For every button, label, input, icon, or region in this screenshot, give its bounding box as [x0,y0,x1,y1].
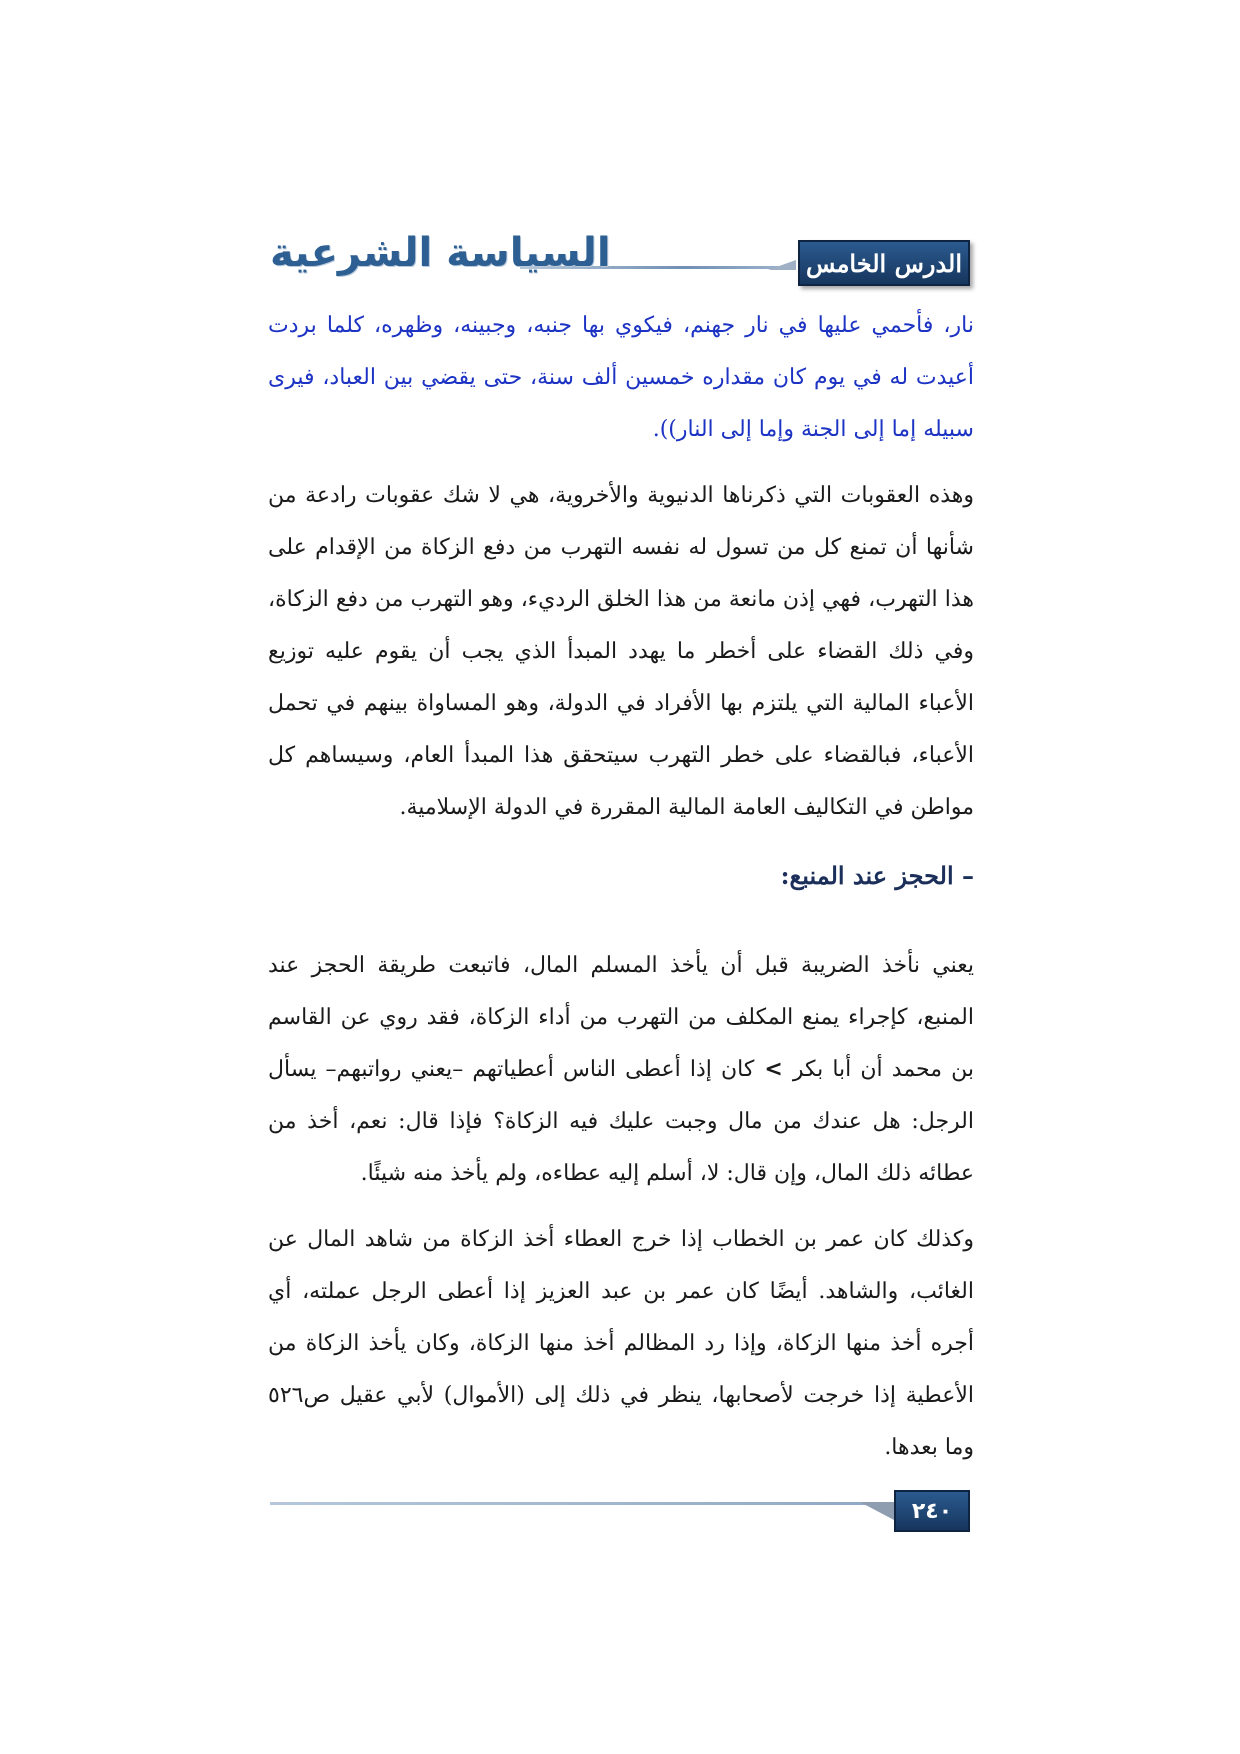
paragraph-text: كان إذا أعطى الناس أعطياتهم –يعني رواتبهم– يسأل الرجل: هل عندك من مال وجبت عليك فيه الزكاة؟ فإذا قال: نعم، أخذ من عطائه ذلك المال، وإن قال: لا، أسلم إليه عطاءه، ولم يأخذ منه شيئًا. [268,1057,974,1186]
page-header [270,230,970,286]
section-heading: – الحجز عند المنبع: [780,861,974,890]
page-number: ٢٤٠ [894,1490,970,1532]
paragraph: وهذه العقوبات التي ذكرناها الدنيوية والأخروية، هي لا شك عقوبات رادعة من شأنها أن تمنع كل من تسول له نفسه التهرب من دفع الزكاة من الإقدام على هذا التهرب، فهي إذن مانعة من هذا الخلق الرديء، وهو التهرب من دفع الزكاة، وفي ذلك القضاء على أخطر ما يهدد المبدأ الذي يجب أن يقوم عليه توزيع الأعباء المالية التي يلتزم بها الأفراد في الدولة، وهو المساواة بينهم في تحمل الأعباء، فبالقضاء على خطر التهرب سيتحقق هذا المبدأ العام، وسيساهم كل مواطن في التكاليف العامة المالية المقررة في الدولة الإسلامية. [268,483,974,820]
honorific-mark: > [764,1057,783,1082]
paragraph: وكذلك كان عمر بن الخطاب إذا خرج العطاء أخذ الزكاة من شاهد المال عن الغائب، والشاهد. أيضًا كان عمر بن عبد العزيز إذا أعطى الرجل عملته، أي أجره أخذ منها الزكاة، وإذا رد المظالم أخذ منها الزكاة، وكان يأخذ الزكاة من الأعطية إذا خرجت لأصحابها، ينظر في ذلك إلى (الأموال) لأبي عقيل ص٥٢٦ وما بعدها. [268,1227,974,1460]
footer-divider [270,1502,892,1505]
page-content [268,300,974,1488]
page-footer [270,1490,970,1534]
paragraph-text: يعني نأخذ الضريبة قبل أن يأخذ المسلم المال، فاتبعت طريقة الحجز عند المنبع، كإجراء يمنع المكلف من التهرب من أداء الزكاة، فقد روي عن القاسم بن محمد أن أبا بكر [268,953,975,1082]
paragraph [268,940,974,1200]
lesson-badge: الدرس الخامس [798,240,970,286]
book-title: السياسة الشرعية [270,230,611,276]
hadith-quote: نار، فأحمي عليها في نار جهنم، فيكوي بها جنبه، وجبينه، وظهره، كلما بردت أعيدت له في يوم كان مقداره خمسين ألف سنة، حتى يقضي بين العباد، فيرى سبيله إما إلى الجنة وإما إلى النار)). [268,313,974,442]
